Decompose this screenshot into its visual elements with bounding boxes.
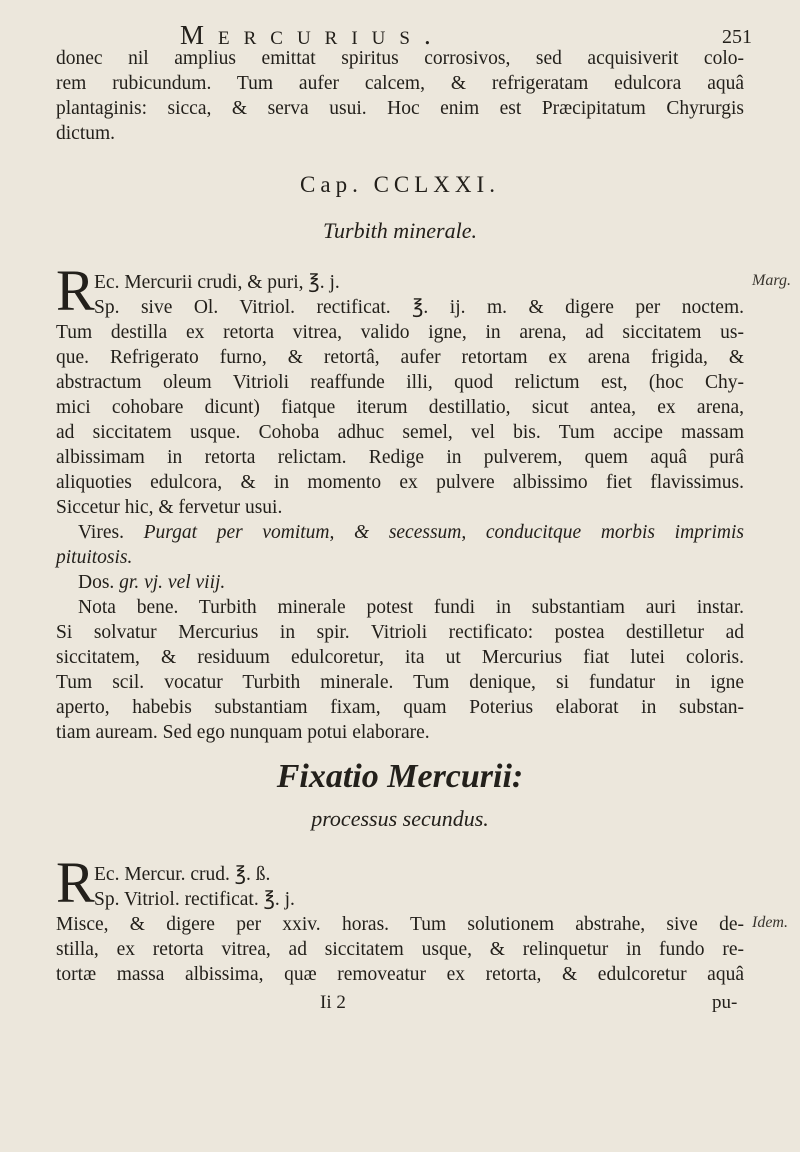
text-line: siccitatem, & residuum edulcoretur, ita ut Mercurius fiat lutei coloris.	[56, 647, 744, 668]
section-title: Fixatio Mercurii:	[276, 758, 524, 795]
section-subtitle: processus secundus.	[311, 806, 489, 831]
text-line: ad siccitatem usque. Cohoba adhuc semel, vel bis. Tum accipe massam	[56, 422, 744, 443]
page-number: 251	[722, 26, 752, 48]
text-line: Tum destilla ex retorta vitrea, valido igne, in arena, ad siccitatem us-	[56, 322, 744, 343]
drop-cap: R	[56, 258, 95, 323]
vires-label: Vires.	[78, 522, 124, 543]
margin-note: Idem.	[752, 914, 788, 931]
chapter-label: Cap. CCLXXI.	[300, 172, 500, 197]
vires-line-2	[56, 545, 744, 570]
catchword: pu-	[712, 992, 738, 1013]
text-line: aliquoties edulcora, & in momento ex pulvere albissimo fiet flavissimus.	[56, 472, 744, 493]
vires-line	[56, 520, 744, 545]
text-line: Si solvatur Mercurius in spir. Vitrioli rectificato: postea destilletur ad	[56, 622, 744, 643]
text-line: Ec. Mercurii crudi, & puri, ℥. j.	[94, 272, 340, 293]
text-line: Ec. Mercur. crud. ℥. ß.	[94, 864, 271, 885]
dose-label: Dos.	[78, 572, 115, 593]
text-line: Siccetur hic, & fervetur usui.	[56, 497, 283, 518]
text-line: Sp. sive Ol. Vitriol. rectificat. ℥. ij. m. & digere per noctem.	[94, 297, 744, 318]
text-line: Misce, & digere per xxiv. horas. Tum solutionem abstrahe, sive de-	[56, 914, 744, 935]
text-line: Tum scil. vocatur Turbith minerale. Tum denique, si fundatur in igne	[56, 672, 744, 693]
dose-line	[56, 570, 744, 595]
text-line: mici cohobare dicunt) fiatque iterum destillatio, sicut antea, ex arena,	[56, 397, 744, 418]
text-line: abstractum oleum Vitrioli reaffunde illi, quod relictum est, (hoc Chy-	[56, 372, 744, 393]
text-line: que. Refrigerato furno, & retortâ, aufer retortam ex arena frigida, &	[56, 347, 744, 368]
text-line: Nota bene. Turbith minerale potest fundi in substantiam auri instar.	[78, 597, 744, 618]
text-line: tortæ massa albissima, quæ removeatur ex retorta, & edulcoretur aquâ	[56, 964, 744, 985]
text-line: stilla, ex retorta vitrea, ad siccitatem usque, & relinquetur in fundo re-	[56, 939, 744, 960]
text-line: tiam auream. Sed ego nunquam potui elaborare.	[56, 722, 430, 743]
vires-text: Purgat per vomitum, & secessum, conducitque morbis imprimis	[143, 522, 745, 543]
page-footer	[0, 992, 800, 1018]
recipe-2	[56, 862, 744, 987]
running-title: Mercurius.	[180, 20, 445, 50]
dose-text: gr. vj. vel viij.	[119, 572, 226, 593]
text-line: donec nil amplius emittat spiritus corrosivos, sed acquisiverit colo-	[56, 48, 744, 69]
recipe-1	[56, 270, 744, 745]
drop-cap: R	[56, 850, 95, 915]
margin-note: Marg.	[752, 272, 791, 289]
text-line: dictum.	[56, 123, 116, 144]
text-line: Sp. Vitriol. rectificat. ℥. j.	[94, 889, 295, 910]
text-line: albissimam in retorta relictam. Redige in pulverem, quem aquâ purâ	[56, 447, 744, 468]
signature-mark: Ii 2	[320, 992, 346, 1013]
vires-text-2: pituitosis.	[56, 547, 133, 568]
chapter-title: Turbith minerale.	[322, 218, 477, 243]
text-line: rem rubicundum. Tum aufer calcem, & refrigeratam edulcora aquâ	[56, 73, 744, 94]
text-line: aperto, habebis substantiam fixam, quam Poterius elaborat in substan-	[56, 697, 744, 718]
intro-paragraph	[56, 46, 744, 146]
text-line: plantaginis: sicca, & serva usui. Hoc enim est Præcipitatum Chyrurgis	[56, 98, 744, 119]
